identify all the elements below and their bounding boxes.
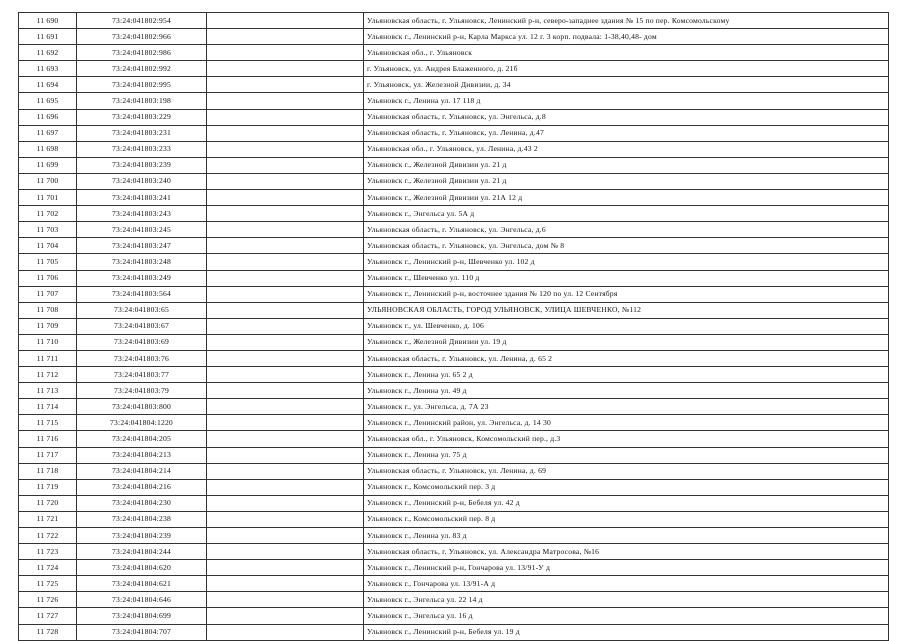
empty-cell (207, 29, 364, 45)
empty-cell (207, 511, 364, 527)
empty-cell (207, 206, 364, 222)
row-number-cell: 11 708 (19, 302, 77, 318)
address-cell: Ульяновск г., Шевченко ул. 110 д (364, 270, 889, 286)
address-cell: Ульяновск г., Железной Дивизии ул. 21 д (364, 157, 889, 173)
table-row (19, 528, 889, 544)
table-row (19, 270, 889, 286)
cadastral-number-cell: 73:24:041803:65 (77, 302, 207, 318)
table-row (19, 447, 889, 463)
empty-cell (207, 93, 364, 109)
empty-cell (207, 479, 364, 495)
empty-cell (207, 109, 364, 125)
table-row (19, 157, 889, 173)
table-row (19, 254, 889, 270)
cadastral-number-cell: 73:24:041804:244 (77, 544, 207, 560)
empty-cell (207, 431, 364, 447)
empty-cell (207, 624, 364, 640)
cadastral-number-cell: 73:24:041803:564 (77, 286, 207, 302)
row-number-cell: 11 712 (19, 367, 77, 383)
row-number-cell: 11 694 (19, 77, 77, 93)
table-row (19, 608, 889, 624)
empty-cell (207, 367, 364, 383)
address-cell: Ульяновск г., Ленина ул. 17 118 д (364, 93, 889, 109)
row-number-cell: 11 701 (19, 190, 77, 206)
cadastral-number-cell: 73:24:041802:992 (77, 61, 207, 77)
cadastral-number-cell: 73:24:041803:241 (77, 190, 207, 206)
cadastral-number-cell: 73:24:041803:240 (77, 173, 207, 189)
address-cell: Ульяновск г., Железной Дивизии ул. 21 д (364, 173, 889, 189)
empty-cell (207, 608, 364, 624)
cadastral-number-cell: 73:24:041803:247 (77, 238, 207, 254)
empty-cell (207, 350, 364, 366)
row-number-cell: 11 728 (19, 624, 77, 640)
row-number-cell: 11 710 (19, 334, 77, 350)
registry-table-body (19, 13, 889, 641)
address-cell: УЛЬЯНОВСКАЯ ОБЛАСТЬ, ГОРОД УЛЬЯНОВСК, УЛИЦА ШЕВЧЕНКО, №112 (364, 302, 889, 318)
address-cell: Ульяновск г., Комсомольский пер. 3 д (364, 479, 889, 495)
cadastral-number-cell: 73:24:041803:229 (77, 109, 207, 125)
address-cell: Ульяновск г., Энгельса ул. 22 14 д (364, 592, 889, 608)
row-number-cell: 11 692 (19, 45, 77, 61)
cadastral-number-cell: 73:24:041804:214 (77, 463, 207, 479)
cadastral-number-cell: 73:24:041804:621 (77, 576, 207, 592)
address-cell: Ульяновская область, г. Ульяновск, ул. Энгельса, д.8 (364, 109, 889, 125)
row-number-cell: 11 695 (19, 93, 77, 109)
address-cell: Ульяновск г., Ленинский р-н, Карла Маркса ул. 12 г. 3 корп. подвала: 1-38,40,48- дом (364, 29, 889, 45)
address-cell: Ульяновск г., Ленинский район, ул. Энгельса, д. 14 30 (364, 415, 889, 431)
address-cell: Ульяновск г., ул. Энгельса, д. 7А 23 (364, 399, 889, 415)
address-cell: Ульяновская область, г. Ульяновск, ул. Энгельса, дом № 8 (364, 238, 889, 254)
empty-cell (207, 286, 364, 302)
row-number-cell: 11 721 (19, 511, 77, 527)
address-cell: Ульяновск г., Ленина ул. 49 д (364, 383, 889, 399)
table-row (19, 334, 889, 350)
row-number-cell: 11 707 (19, 286, 77, 302)
empty-cell (207, 141, 364, 157)
cadastral-number-cell: 73:24:041803:77 (77, 367, 207, 383)
cadastral-number-cell: 73:24:041804:707 (77, 624, 207, 640)
table-row (19, 77, 889, 93)
table-row (19, 318, 889, 334)
row-number-cell: 11 714 (19, 399, 77, 415)
row-number-cell: 11 706 (19, 270, 77, 286)
empty-cell (207, 415, 364, 431)
cadastral-number-cell: 73:24:041803:67 (77, 318, 207, 334)
table-row (19, 560, 889, 576)
cadastral-number-cell: 73:24:041803:800 (77, 399, 207, 415)
row-number-cell: 11 703 (19, 222, 77, 238)
table-row (19, 431, 889, 447)
cadastral-number-cell: 73:24:041803:69 (77, 334, 207, 350)
empty-cell (207, 222, 364, 238)
cadastral-number-cell: 73:24:041803:245 (77, 222, 207, 238)
table-row (19, 222, 889, 238)
cadastral-number-cell: 73:24:041803:231 (77, 125, 207, 141)
table-row (19, 238, 889, 254)
table-row (19, 29, 889, 45)
table-row (19, 13, 889, 29)
cadastral-number-cell: 73:24:041803:239 (77, 157, 207, 173)
empty-cell (207, 13, 364, 29)
address-cell: Ульяновская обл., г. Ульяновск, ул. Ленина, д.43 2 (364, 141, 889, 157)
empty-cell (207, 77, 364, 93)
row-number-cell: 11 719 (19, 479, 77, 495)
table-row (19, 511, 889, 527)
cadastral-number-cell: 73:24:041802:966 (77, 29, 207, 45)
table-row (19, 495, 889, 511)
address-cell: Ульяновская область, г. Ульяновск, ул. Энгельса, д.6 (364, 222, 889, 238)
empty-cell (207, 157, 364, 173)
empty-cell (207, 270, 364, 286)
cadastral-number-cell: 73:24:041802:986 (77, 45, 207, 61)
address-cell: Ульяновская область, г. Ульяновск, ул. Ленина, д.47 (364, 125, 889, 141)
empty-cell (207, 45, 364, 61)
table-row (19, 173, 889, 189)
registry-table (18, 12, 889, 641)
row-number-cell: 11 697 (19, 125, 77, 141)
empty-cell (207, 528, 364, 544)
empty-cell (207, 447, 364, 463)
row-number-cell: 11 718 (19, 463, 77, 479)
address-cell: Ульяновск г., Комсомольский пер. 8 д (364, 511, 889, 527)
row-number-cell: 11 691 (19, 29, 77, 45)
row-number-cell: 11 725 (19, 576, 77, 592)
empty-cell (207, 190, 364, 206)
row-number-cell: 11 709 (19, 318, 77, 334)
address-cell: Ульяновская область, г. Ульяновск, Ленинский р-н, северо-западнее здания № 15 по пер. Комсомольскому (364, 13, 889, 29)
address-cell: Ульяновская обл., г. Ульяновск, Комсомольский пер., д.3 (364, 431, 889, 447)
empty-cell (207, 576, 364, 592)
table-row (19, 624, 889, 640)
row-number-cell: 11 693 (19, 61, 77, 77)
row-number-cell: 11 696 (19, 109, 77, 125)
cadastral-number-cell: 73:24:041804:216 (77, 479, 207, 495)
empty-cell (207, 592, 364, 608)
row-number-cell: 11 711 (19, 350, 77, 366)
cadastral-number-cell: 73:24:041803:248 (77, 254, 207, 270)
empty-cell (207, 334, 364, 350)
table-row (19, 141, 889, 157)
address-cell: Ульяновская обл., г. Ульяновск (364, 45, 889, 61)
empty-cell (207, 302, 364, 318)
cadastral-number-cell: 73:24:041802:995 (77, 77, 207, 93)
table-row (19, 399, 889, 415)
cadastral-number-cell: 73:24:041803:243 (77, 206, 207, 222)
row-number-cell: 11 724 (19, 560, 77, 576)
row-number-cell: 11 690 (19, 13, 77, 29)
cadastral-number-cell: 73:24:041804:205 (77, 431, 207, 447)
table-row (19, 463, 889, 479)
cadastral-number-cell: 73:24:041804:238 (77, 511, 207, 527)
empty-cell (207, 495, 364, 511)
table-row (19, 93, 889, 109)
cadastral-number-cell: 73:24:041804:699 (77, 608, 207, 624)
empty-cell (207, 318, 364, 334)
cadastral-number-cell: 73:24:041803:79 (77, 383, 207, 399)
row-number-cell: 11 699 (19, 157, 77, 173)
cadastral-number-cell: 73:24:041804:620 (77, 560, 207, 576)
address-cell: г. Ульяновск, ул. Железной Дивизии, д. 34 (364, 77, 889, 93)
address-cell: Ульяновск г., Энгельса ул. 5А д (364, 206, 889, 222)
address-cell: Ульяновск г., Энгельса ул. 16 д (364, 608, 889, 624)
empty-cell (207, 399, 364, 415)
table-row (19, 383, 889, 399)
address-cell: Ульяновск г., ул. Шевченко, д. 106 (364, 318, 889, 334)
table-row (19, 109, 889, 125)
address-cell: Ульяновск г., Ленинский р-н, Гончарова ул. 13/91-У д (364, 560, 889, 576)
address-cell: Ульяновск г., Ленина ул. 65 2 д (364, 367, 889, 383)
table-row (19, 350, 889, 366)
address-cell: Ульяновская область, г. Ульяновск, ул. Ленина, д. 69 (364, 463, 889, 479)
empty-cell (207, 383, 364, 399)
cadastral-number-cell: 73:24:041804:213 (77, 447, 207, 463)
address-cell: Ульяновская область, г. Ульяновск, ул. Александра Матросова, №16 (364, 544, 889, 560)
cadastral-number-cell: 73:24:041803:76 (77, 350, 207, 366)
empty-cell (207, 61, 364, 77)
row-number-cell: 11 715 (19, 415, 77, 431)
address-cell: Ульяновск г., Ленинский р-н, восточнее здания № 120 по ул. 12 Сентября (364, 286, 889, 302)
row-number-cell: 11 700 (19, 173, 77, 189)
cadastral-number-cell: 73:24:041804:230 (77, 495, 207, 511)
empty-cell (207, 544, 364, 560)
cadastral-number-cell: 73:24:041804:239 (77, 528, 207, 544)
row-number-cell: 11 720 (19, 495, 77, 511)
row-number-cell: 11 705 (19, 254, 77, 270)
address-cell: Ульяновск г., Ленина ул. 83 д (364, 528, 889, 544)
empty-cell (207, 254, 364, 270)
table-row (19, 415, 889, 431)
address-cell: г. Ульяновск, ул. Андрея Блаженного, д. 21б (364, 61, 889, 77)
address-cell: Ульяновск г., Железной Дивизии ул. 21А 12 д (364, 190, 889, 206)
empty-cell (207, 125, 364, 141)
row-number-cell: 11 723 (19, 544, 77, 560)
empty-cell (207, 560, 364, 576)
row-number-cell: 11 726 (19, 592, 77, 608)
row-number-cell: 11 727 (19, 608, 77, 624)
row-number-cell: 11 717 (19, 447, 77, 463)
cadastral-number-cell: 73:24:041803:198 (77, 93, 207, 109)
address-cell: Ульяновск г., Железной Дивизии ул. 19 д (364, 334, 889, 350)
address-cell: Ульяновск г., Ленинский р-н, Бебеля ул. 42 д (364, 495, 889, 511)
row-number-cell: 11 722 (19, 528, 77, 544)
cadastral-number-cell: 73:24:041803:233 (77, 141, 207, 157)
empty-cell (207, 463, 364, 479)
cadastral-number-cell: 73:24:041804:646 (77, 592, 207, 608)
row-number-cell: 11 704 (19, 238, 77, 254)
table-row (19, 45, 889, 61)
address-cell: Ульяновск г., Ленина ул. 75 д (364, 447, 889, 463)
table-row (19, 544, 889, 560)
cadastral-number-cell: 73:24:041804:1220 (77, 415, 207, 431)
address-cell: Ульяновск г., Ленинский р-н, Шевченко ул. 102 д (364, 254, 889, 270)
table-row (19, 302, 889, 318)
table-row (19, 125, 889, 141)
row-number-cell: 11 713 (19, 383, 77, 399)
table-row (19, 576, 889, 592)
row-number-cell: 11 716 (19, 431, 77, 447)
address-cell: Ульяновская область, г. Ульяновск, ул. Ленина, д. 65 2 (364, 350, 889, 366)
address-cell: Ульяновск г., Ленинский р-н, Бебеля ул. 19 д (364, 624, 889, 640)
table-row (19, 286, 889, 302)
cadastral-number-cell: 73:24:041802:954 (77, 13, 207, 29)
table-row (19, 190, 889, 206)
table-row (19, 479, 889, 495)
address-cell: Ульяновск г., Гончарова ул. 13/91-А д (364, 576, 889, 592)
row-number-cell: 11 698 (19, 141, 77, 157)
table-row (19, 61, 889, 77)
empty-cell (207, 173, 364, 189)
table-row (19, 206, 889, 222)
table-row (19, 592, 889, 608)
table-row (19, 367, 889, 383)
empty-cell (207, 238, 364, 254)
row-number-cell: 11 702 (19, 206, 77, 222)
cadastral-number-cell: 73:24:041803:249 (77, 270, 207, 286)
